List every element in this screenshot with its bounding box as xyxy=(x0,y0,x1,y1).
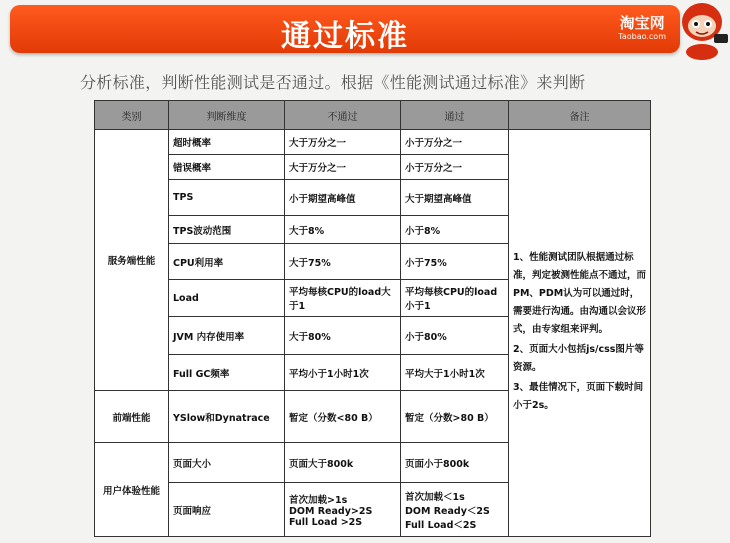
fail-cell: 大于75% xyxy=(285,244,401,280)
table-row xyxy=(95,130,651,155)
pass-cell: 平均大于1小时1次 xyxy=(401,355,509,391)
fail-cell: 大于万分之一 xyxy=(285,130,401,155)
table-header-row xyxy=(95,101,651,130)
dimension-cell: 页面响应 xyxy=(169,483,285,537)
pass-cell xyxy=(401,483,509,537)
pass-cell: 暂定（分数>80 B） xyxy=(401,391,509,443)
dimension-cell: CPU利用率 xyxy=(169,244,285,280)
dimension-cell: 错误概率 xyxy=(169,155,285,180)
mascot-icon xyxy=(674,0,730,60)
dimension-cell: TPS xyxy=(169,180,285,216)
pass-line: DOM Ready＜2S xyxy=(405,505,490,517)
pass-cell: 小于75% xyxy=(401,244,509,280)
pass-cell: 平均每核CPU的load小于1 xyxy=(401,280,509,317)
pass-cell: 小于80% xyxy=(401,317,509,355)
pass-cell: 页面小于800k xyxy=(401,443,509,483)
pass-line: Full Load＜2S xyxy=(405,519,477,531)
header-fail: 不通过 xyxy=(285,101,401,130)
title-banner xyxy=(10,5,680,53)
fail-cell: 平均每核CPU的load大于1 xyxy=(285,280,401,317)
slide-subtitle: 分析标准，判断性能测试是否通过。根据《性能测试通过标准》来判断 xyxy=(80,73,586,92)
fail-line: DOM Ready>2S xyxy=(289,505,373,517)
category-frontend: 前端性能 xyxy=(95,391,169,443)
header-category: 类别 xyxy=(95,101,169,130)
dimension-cell: JVM 内存使用率 xyxy=(169,317,285,355)
fail-cell: 平均小于1小时1次 xyxy=(285,355,401,391)
category-ux: 用户体验性能 xyxy=(95,443,169,537)
pass-cell: 大于期望高峰值 xyxy=(401,180,509,216)
fail-cell: 暂定（分数<80 B） xyxy=(285,391,401,443)
fail-cell xyxy=(285,483,401,537)
dimension-cell: 页面大小 xyxy=(169,443,285,483)
note-item: 1、性能测试团队根据通过标准，判定被测性能点不通过，而PM、PDM认为可以通过时，需要进行沟通。由沟通以会议形式，由专家组来评判。 xyxy=(513,252,647,335)
performance-criteria-table xyxy=(94,100,651,537)
fail-cell: 小于期望高峰值 xyxy=(285,180,401,216)
fail-line: 首次加载>1s xyxy=(289,494,348,506)
fail-cell: 大于8% xyxy=(285,216,401,244)
pass-cell: 小于万分之一 xyxy=(401,155,509,180)
dimension-cell: Load xyxy=(169,280,285,317)
fail-cell: 页面大于800k xyxy=(285,443,401,483)
pass-cell: 小于8% xyxy=(401,216,509,244)
category-server: 服务端性能 xyxy=(95,130,169,391)
fail-cell: 大于80% xyxy=(285,317,401,355)
fail-line: Full Load >2S xyxy=(289,516,363,528)
pass-cell: 小于万分之一 xyxy=(401,130,509,155)
dimension-cell: YSlow和Dynatrace xyxy=(169,391,285,443)
dimension-cell: TPS波动范围 xyxy=(169,216,285,244)
note-item: 2、页面大小包括js/css图片等资源。 xyxy=(513,344,644,373)
taobao-logo xyxy=(618,14,666,42)
header-pass: 通过 xyxy=(401,101,509,130)
note-item: 3、最佳情况下，页面下载时间小于2s。 xyxy=(513,382,644,411)
brand-name: 淘宝网 xyxy=(619,14,665,32)
pass-line: 首次加载＜1s xyxy=(405,491,465,503)
dimension-cell: Full GC频率 xyxy=(169,355,285,391)
header-note: 备注 xyxy=(509,101,651,130)
dimension-cell: 超时概率 xyxy=(169,130,285,155)
slide-title: 通过标准 xyxy=(281,19,409,54)
header-dimension: 判断维度 xyxy=(169,101,285,130)
brand-url: Taobao.com xyxy=(618,32,666,41)
note-cell xyxy=(509,130,651,537)
fail-cell: 大于万分之一 xyxy=(285,155,401,180)
